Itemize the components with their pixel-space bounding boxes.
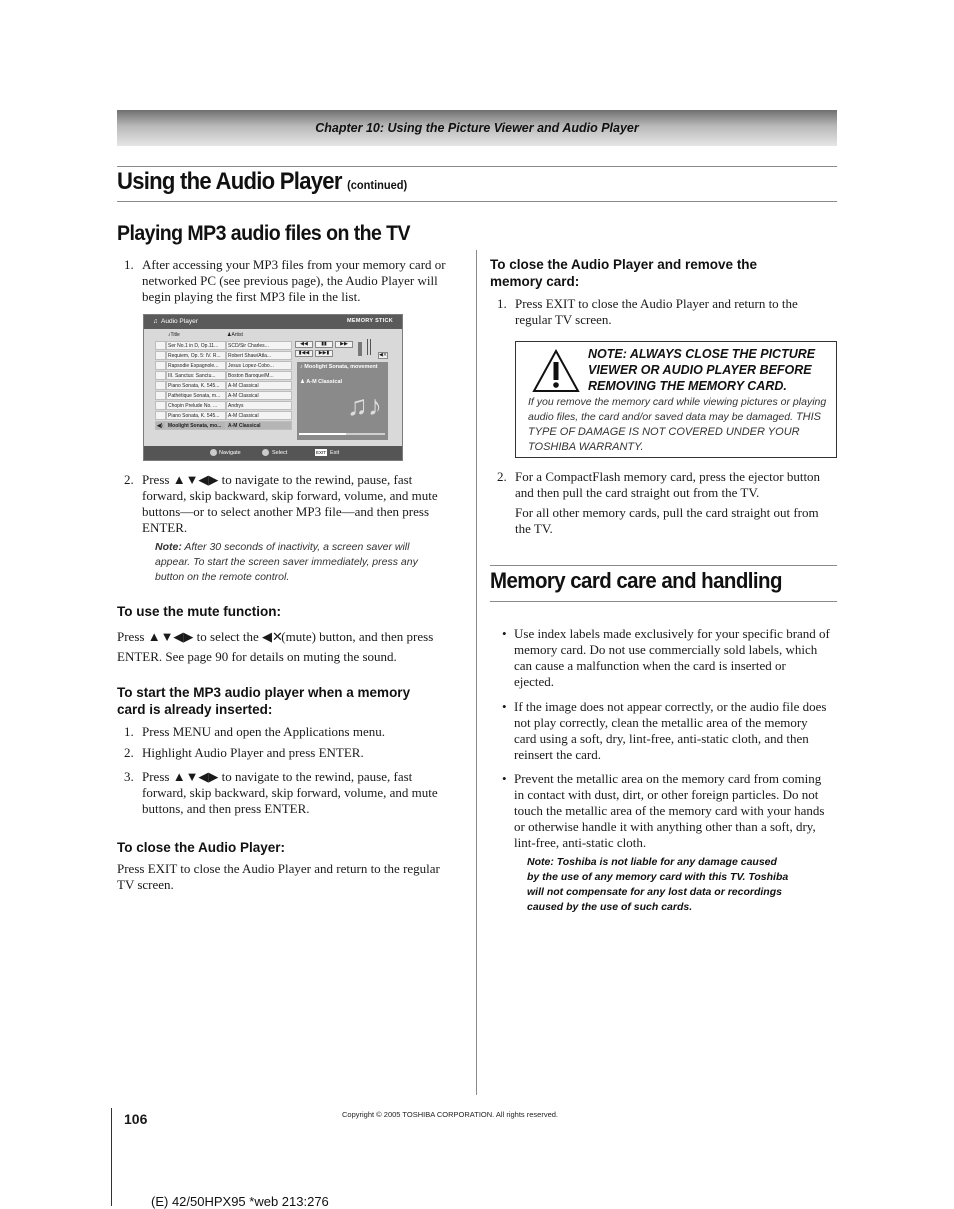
para-line: Press EXIT to close the Audio Player and return to the regular: [117, 861, 440, 876]
rule-care-bottom: [490, 601, 837, 602]
note-line: Note: Toshiba is not liable for any damage caused: [527, 856, 777, 868]
start-step-2: [124, 745, 464, 761]
track-index-cell: [155, 411, 166, 420]
note-icon: ♪: [168, 332, 171, 338]
track-index-cell: [155, 401, 166, 410]
step-line: forward, skip backward, skip forward, volume, and mute: [142, 488, 438, 503]
warning-line: THIS: [795, 411, 821, 423]
mute-text-b: (mute) button, and then press: [281, 629, 434, 644]
note-line: will not compensate for any lost data or recordings: [527, 886, 782, 898]
heading-line: card is already inserted:: [117, 702, 273, 717]
step-line: After accessing your MP3 files from your memory card or: [142, 257, 446, 272]
track-artist-cell[interactable]: Jesus Lopez-Cobo...: [226, 361, 292, 370]
step-line: For a CompactFlash memory card, press the ejector button: [515, 469, 821, 484]
step-line: ENTER.: [142, 520, 188, 535]
para-line: TV screen.: [117, 877, 174, 892]
close-heading: To close the Audio Player:: [117, 840, 286, 855]
audio-player-screenshot: [143, 314, 403, 461]
mute-button[interactable]: ◀×: [379, 352, 388, 358]
copyright: Copyright © 2005 TOSHIBA CORPORATION. All rights reserved.: [342, 1110, 559, 1119]
care-bullet-2: [502, 699, 837, 763]
step-line: regular TV screen.: [515, 312, 612, 327]
care-bullet-1: [502, 626, 837, 690]
step-line: For all other memory cards, pull the card straight out from: [515, 505, 819, 520]
select-pad-icon: [262, 449, 269, 456]
track-artist-cell[interactable]: A-M Classical: [226, 421, 292, 430]
nav-exit: Exit: [330, 450, 340, 456]
track-index-cell: [155, 361, 166, 370]
close-remove-step-2: [497, 469, 837, 537]
bullet-dot: •: [502, 626, 507, 641]
now-playing-title: ♪ Moolight Sonata, movement: [300, 364, 378, 370]
step-number: 1.: [124, 257, 134, 272]
track-artist-cell[interactable]: A-M Classical: [226, 381, 292, 390]
step-number: 2.: [497, 469, 507, 484]
mute-icon: ◀✕: [262, 630, 283, 645]
player-nav-bar: [144, 446, 402, 460]
track-index-cell: [155, 341, 166, 350]
note-line: by the use of any memory card with this TV. Toshiba: [527, 871, 789, 883]
print-code: (E) 42/50HPX95 *web 213:276: [151, 1194, 329, 1209]
exit-key-icon: EXIT: [316, 450, 327, 455]
column-artist: ♟Artist: [227, 332, 243, 338]
bullet-line: in contact with dust, dirt, or other foreign particles. Do not: [514, 787, 819, 802]
bullet-line: memory card. Do not use commercially sold labels, which: [514, 642, 818, 657]
step-number: 1.: [497, 296, 507, 311]
warning-triangle-icon: [532, 349, 580, 393]
bullet-line: or otherwise handle it with anything other than a soft, dry,: [514, 819, 816, 834]
track-artist-cell[interactable]: Boston Baroque/M...: [226, 371, 292, 380]
track-title-cell[interactable]: Rapsodie Espagnole...: [166, 361, 226, 370]
track-artist-cell[interactable]: Andrys: [226, 401, 292, 410]
volume-slider[interactable]: [358, 342, 362, 356]
step-line: forward, skip backward, skip forward, volume, and mute: [142, 785, 438, 800]
note-screen-saver: [155, 540, 455, 585]
left-heading: Playing MP3 audio files on the TV: [117, 222, 411, 245]
step-line: Press EXIT to close the Audio Player and return to the: [515, 296, 798, 311]
rule-top: [117, 166, 837, 167]
chapter-title: Chapter 10: Using the Picture Viewer and Audio Player: [315, 121, 639, 135]
step-number: 1.: [124, 724, 134, 739]
close-remove-heading: [490, 256, 835, 290]
bullet-line: Prevent the metallic area on the memory card from coming: [514, 771, 822, 786]
bullet-line: lint-free, anti-static cloth.: [514, 835, 647, 850]
bullet-dot: •: [502, 771, 507, 786]
music-notes-icon: ♫♪: [347, 391, 382, 422]
track-title-cell[interactable]: Requiem, Op. 5: IV. R...: [166, 351, 226, 360]
care-note: [527, 855, 837, 915]
bullet-line: touch the metallic area of the memory card with your hands: [514, 803, 825, 818]
person-icon: ♟: [227, 332, 232, 338]
step-line: buttons—or to select another MP3 file—and then press: [142, 504, 430, 519]
step-line: Press ▲▼◀▶ to navigate to the rewind, pause, fast: [142, 769, 413, 784]
now-playing-artist: ♟ A-M Classical: [300, 379, 343, 385]
step-number: 3.: [124, 769, 134, 784]
track-title-cell[interactable]: Chopin Prelude No. ...: [166, 401, 226, 410]
volume-bars-icon: [367, 339, 371, 355]
heading-line: To start the MP3 audio player when a memory: [117, 685, 411, 700]
now-playing-panel: [297, 362, 388, 440]
memory-stick-logo: MEMORY STICK: [347, 318, 394, 324]
track-index-cell: ◀): [155, 421, 166, 430]
fast-forward-button[interactable]: ▶▶: [335, 341, 353, 348]
start-step-1: [124, 724, 464, 740]
bullet-line: not play correctly, clean the metallic area of the memory: [514, 715, 808, 730]
step-line: Press ▲▼◀▶ to navigate to the rewind, pause, fast: [142, 472, 413, 487]
column-title: ♪Title: [168, 332, 180, 338]
mute-text-c: ENTER. See page 90 for details on muting the sound.: [117, 649, 397, 664]
skip-forward-button[interactable]: ▶▶▮: [315, 350, 333, 357]
heading-line: To close the Audio Player and remove the: [490, 257, 758, 272]
warning-line: NOTE: ALWAYS CLOSE THE PICTURE: [588, 347, 816, 361]
track-title-cell[interactable]: Piano Sonata, K. 545...: [166, 381, 226, 390]
close-paragraph: [117, 861, 467, 893]
note-line: appear. To start the screen saver immediately, press any: [155, 556, 418, 568]
track-index-cell: [155, 351, 166, 360]
bullet-line: card using a soft, dry, lint-free, anti-static cloth, and then: [514, 731, 809, 746]
step-number: 2.: [124, 472, 134, 487]
music-note-icon: ♫: [153, 318, 158, 325]
warning-line: If you remove the memory card while viewing pictures or playing: [528, 396, 827, 408]
step-line: Press MENU and open the Applications menu.: [142, 724, 385, 739]
warning-line: REMOVING THE MEMORY CARD.: [588, 379, 787, 393]
left-step-2: [124, 472, 464, 536]
mute-heading: To use the mute function:: [117, 604, 281, 619]
page-number: 106: [124, 1111, 148, 1127]
track-artist-cell[interactable]: A-M Classical: [226, 391, 292, 400]
warning-line: audio files, the card and/or saved data may be damaged.: [528, 411, 794, 423]
rule-under-title: [117, 201, 837, 202]
track-title-cell[interactable]: Ser No.1 in D, Op.11...: [166, 341, 226, 350]
nav-select: Select: [272, 450, 288, 456]
warning-line: TOSHIBA WARRANTY.: [528, 441, 644, 453]
step-line: Highlight Audio Player and press ENTER.: [142, 745, 364, 760]
warning-box: [515, 341, 837, 458]
bullet-line: If the image does not appear correctly, or the audio file does: [514, 699, 827, 714]
start-step-3: [124, 769, 464, 817]
warning-body: [528, 395, 833, 455]
skip-back-button[interactable]: ▮◀◀: [295, 350, 313, 357]
track-artist-cell[interactable]: Robert Shaw/Atla...: [226, 351, 292, 360]
track-artist-cell[interactable]: SCD/Sir Charles...: [226, 341, 292, 350]
note-label: Note:: [155, 541, 182, 553]
note-line: caused by the use of such cards.: [527, 901, 693, 913]
note-line: After 30 seconds of inactivity, a screen saver will: [184, 541, 410, 553]
warning-line: VIEWER OR AUDIO PLAYER BEFORE: [588, 363, 812, 377]
nav-navigate: Navigate: [219, 450, 241, 456]
column-divider: [476, 250, 477, 1095]
care-heading: Memory card care and handling: [490, 568, 782, 593]
progress-track[interactable]: [299, 433, 385, 435]
track-artist-cell[interactable]: A-M Classical: [226, 411, 292, 420]
close-remove-step-1: [497, 296, 837, 328]
player-title-bar: [144, 315, 402, 329]
navigate-pad-icon: [210, 449, 217, 456]
mute-text-a: Press ▲▼◀▶ to select the: [117, 629, 259, 644]
note-line: button on the remote control.: [155, 571, 290, 583]
left-step-1: [124, 257, 464, 305]
pause-button[interactable]: ▮▮: [315, 341, 333, 348]
crop-mark: [111, 1108, 112, 1206]
rewind-button[interactable]: ◀◀: [295, 341, 313, 348]
track-title-cell[interactable]: Moolight Sonata, mo...: [166, 421, 226, 430]
track-index-cell: [155, 371, 166, 380]
step-line: the TV.: [515, 521, 553, 536]
bullet-line: Use index labels made exclusively for your specific brand of: [514, 626, 830, 641]
step-line: and then pull the card straight out from the TV.: [515, 485, 760, 500]
warning-title: [588, 346, 815, 394]
bullet-line: ejected.: [514, 674, 555, 689]
section-title: [117, 168, 407, 196]
step-number: 2.: [124, 745, 134, 760]
step-line: networked PC (see previous page), the Audio Player will: [142, 273, 438, 288]
track-title-cell[interactable]: Pathétique Sonata, m...: [166, 391, 226, 400]
section-title-text: Using the Audio Player: [117, 168, 342, 195]
step-line: buttons, and then press ENTER.: [142, 801, 310, 816]
track-index-cell: [155, 381, 166, 390]
progress-fill: [299, 433, 346, 435]
track-title-cell[interactable]: Piano Sonata, K. 545...: [166, 411, 226, 420]
heading-line: memory card:: [490, 274, 580, 289]
bullet-line: reinsert the card.: [514, 747, 601, 762]
step-line: begin playing the first MP3 file in the list.: [142, 289, 361, 304]
care-bullet-3: [502, 771, 837, 851]
track-title-cell[interactable]: III. Sanctus: Sanctu...: [166, 371, 226, 380]
player-title: Audio Player: [161, 318, 198, 325]
bullet-line: can cause a malfunction when the card is inserted or: [514, 658, 786, 673]
mute-paragraph: [117, 627, 467, 667]
track-index-cell: [155, 391, 166, 400]
warning-line: TYPE OF DAMAGE IS NOT COVERED UNDER YOUR: [528, 426, 800, 438]
rule-care-top: [490, 565, 837, 566]
section-continued: (continued): [347, 178, 408, 192]
bullet-dot: •: [502, 699, 507, 714]
start-heading: [117, 684, 462, 718]
